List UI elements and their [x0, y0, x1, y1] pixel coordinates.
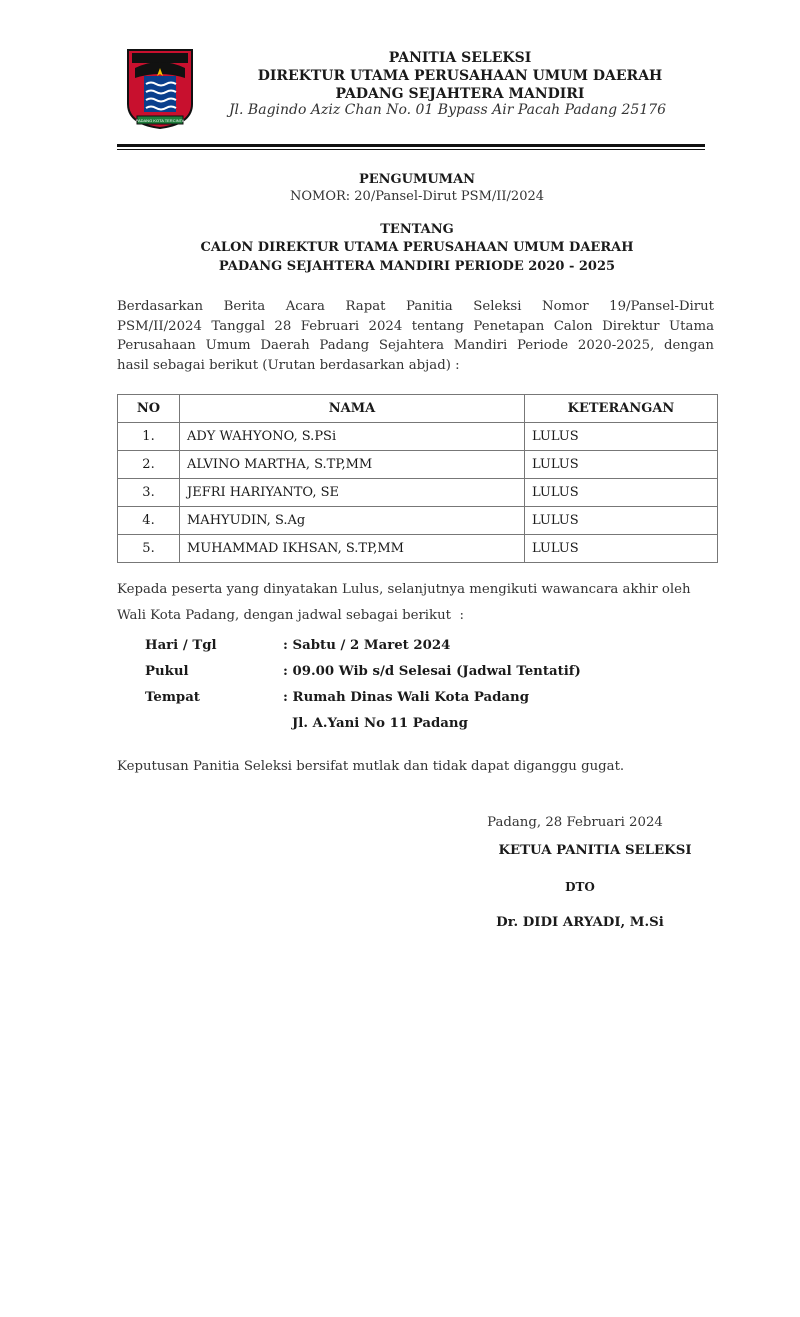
- intro-line2: PSM/II/2024 Tanggal 28 Februari 2024 tentang Penetapan Calon Direktur Utama: [117, 318, 714, 334]
- signature-name: Dr. DIDI ARYADI, M.Si: [496, 915, 664, 930]
- announcement-number: NOMOR: 20/Pansel-Dirut PSM/II/2024: [289, 189, 545, 204]
- row-no: 2.: [118, 451, 180, 479]
- schedule-day-label: Hari / Tgl: [145, 638, 217, 653]
- schedule-time-value: : 09.00 Wib s/d Selesai (Jadwal Tentatif): [283, 664, 581, 679]
- table-row: [118, 423, 718, 451]
- row-no: 1.: [118, 423, 180, 451]
- signature-place-date: Padang, 28 Februari 2024: [487, 815, 663, 830]
- row-keterangan: LULUS: [525, 535, 718, 563]
- letterhead-line2: DIREKTUR UTAMA PERUSAHAAN UMUM DAERAH: [257, 68, 663, 84]
- schedule-time-label: Pukul: [145, 664, 189, 679]
- row-keterangan: LULUS: [525, 479, 718, 507]
- letterhead-line1: PANITIA SELEKSI: [388, 50, 532, 66]
- followup-line2: Wali Kota Padang, dengan jadwal sebagai berikut :: [117, 608, 464, 623]
- table-row: [118, 535, 718, 563]
- table-row: [118, 451, 718, 479]
- table-row: [118, 479, 718, 507]
- header-keterangan: KETERANGAN: [525, 395, 718, 423]
- closing-statement: Keputusan Panitia Seleksi bersifat mutlak dan tidak dapat diganggu gugat.: [117, 759, 625, 774]
- row-nama: MUHAMMAD IKHSAN, S.TP,MM: [180, 535, 525, 563]
- about-label: TENTANG: [380, 222, 454, 237]
- schedule-place-label: Tempat: [145, 690, 200, 705]
- signature-dto: DTO: [565, 880, 595, 894]
- letterhead-divider-thin: [117, 149, 705, 150]
- row-keterangan: LULUS: [525, 423, 718, 451]
- header-nama: NAMA: [180, 395, 525, 423]
- row-nama: ALVINO MARTHA, S.TP,MM: [180, 451, 525, 479]
- row-nama: ADY WAHYONO, S.PSi: [180, 423, 525, 451]
- schedule-place-address: Jl. A.Yani No 11 Padang: [292, 716, 468, 731]
- schedule-day-value: : Sabtu / 2 Maret 2024: [283, 638, 451, 653]
- intro-line4: hasil sebagai berikut (Urutan berdasarkan abjad) :: [117, 357, 460, 373]
- logo-banner-text: PADANG KOTA TERCINTA: [135, 118, 185, 123]
- schedule-place-value: : Rumah Dinas Wali Kota Padang: [283, 690, 529, 705]
- announcement-title: PENGUMUMAN: [358, 172, 476, 187]
- table-header-row: [118, 395, 718, 423]
- city-emblem-logo: [125, 48, 195, 130]
- intro-line3: Perusahaan Umum Daerah Padang Sejahtera Mandiri Periode 2020-2025, dengan: [117, 338, 714, 353]
- letterhead-divider-thick: [117, 144, 705, 147]
- signature-role: KETUA PANITIA SELEKSI: [498, 843, 692, 858]
- about-line1: CALON DIREKTUR UTAMA PERUSAHAAN UMUM DAERAH: [200, 240, 634, 255]
- row-nama: MAHYUDIN, S.Ag: [180, 507, 525, 535]
- letterhead-line3: PADANG SEJAHTERA MANDIRI: [335, 86, 585, 102]
- results-table: [117, 394, 718, 563]
- followup-line1: Kepada peserta yang dinyatakan Lulus, selanjutnya mengikuti wawancara akhir oleh: [117, 582, 691, 597]
- intro-line1: Berdasarkan Berita Acara Rapat Panitia Seleksi Nomor 19/Pansel-Dirut: [117, 299, 714, 314]
- header-no: NO: [118, 395, 180, 423]
- row-nama: JEFRI HARIYANTO, SE: [180, 479, 525, 507]
- letterhead-address: Jl. Bagindo Aziz Chan No. 01 Bypass Air Pacah Padang 25176: [228, 102, 667, 118]
- row-no: 3.: [118, 479, 180, 507]
- table-row: [118, 507, 718, 535]
- row-no: 4.: [118, 507, 180, 535]
- row-keterangan: LULUS: [525, 451, 718, 479]
- row-keterangan: LULUS: [525, 507, 718, 535]
- about-line2: PADANG SEJAHTERA MANDIRI PERIODE 2020 - 2025: [218, 259, 616, 274]
- row-no: 5.: [118, 535, 180, 563]
